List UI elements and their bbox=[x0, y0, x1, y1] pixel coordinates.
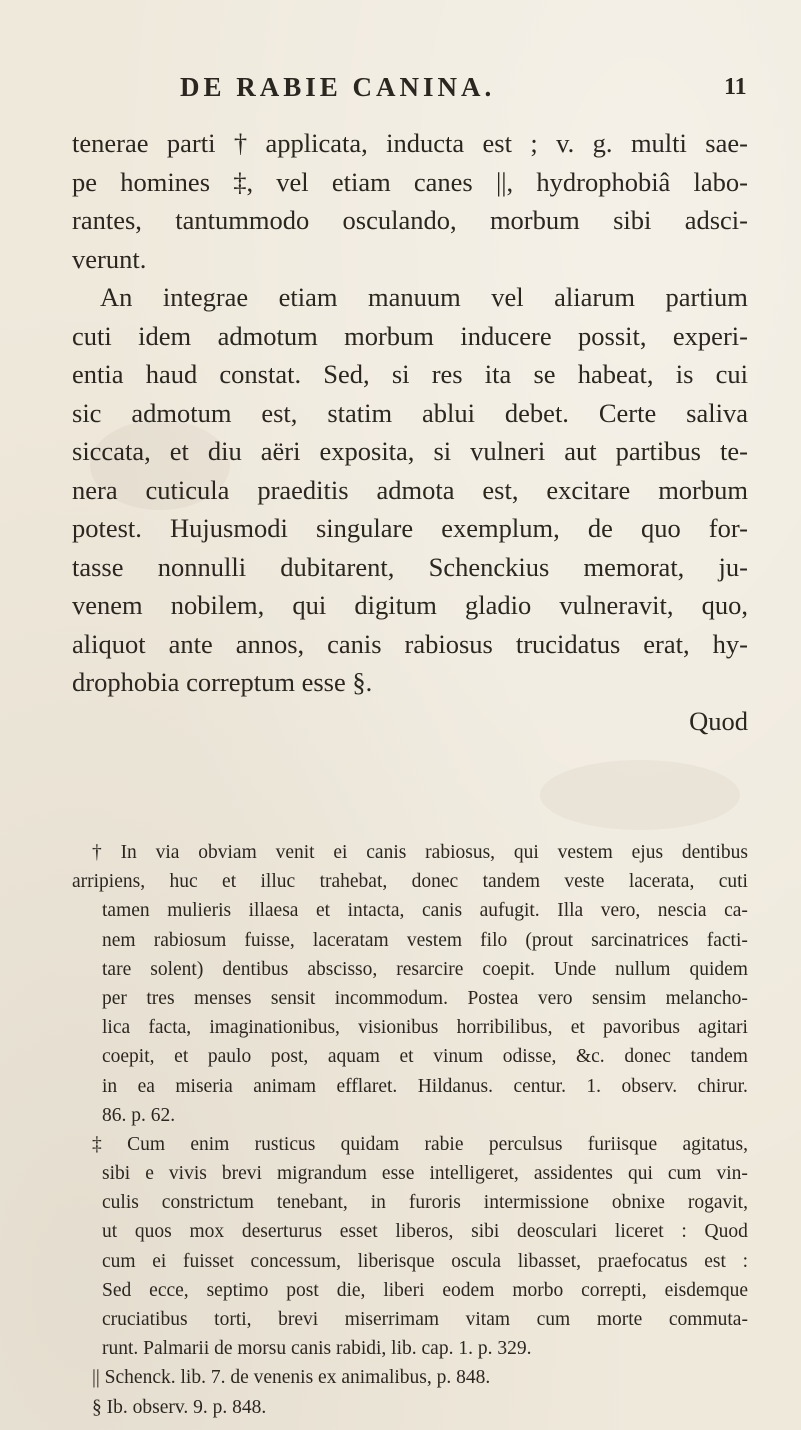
footnote-line: 86. p. 62. bbox=[102, 1104, 176, 1126]
footnote-line: coepit, et paulo post, aquam et vinum odisse, &c. donec tandem bbox=[102, 1046, 748, 1068]
footnote-line: tamen mulieris illaesa et intacta, canis aufugit. Illa vero, nescia ca- bbox=[102, 900, 748, 922]
text-line: rantes, tantummodo osculando, morbum sibi adsci- bbox=[72, 205, 748, 235]
footnote-line: runt. Palmarii de morsu canis rabidi, lib. cap. 1. p. 329. bbox=[102, 1338, 532, 1360]
footnote-line: sibi e vivis brevi migrandum esse intelligeret, assidentes qui cum vin- bbox=[102, 1163, 748, 1185]
footnote-line: cruciatibus torti, brevi miserrimam vitam cum morte commuta- bbox=[102, 1309, 748, 1330]
footnote-line: ut quos mox deserturus esset liberos, sibi deosculari liceret : Quod bbox=[102, 1221, 748, 1243]
footnote-line: culis constrictum tenebant, in furoris intermissione obnixe rogavit, bbox=[102, 1192, 748, 1214]
footnote-line: nem rabiosum fuisse, laceratam vestem filo (prout sarcinatrices facti- bbox=[102, 929, 748, 951]
text-line: An integrae etiam manuum vel aliarum partium bbox=[100, 282, 748, 312]
text-line: aliquot ante annos, canis rabiosus trucidatus erat, hy- bbox=[72, 628, 748, 659]
running-header bbox=[0, 72, 801, 108]
footnotes bbox=[72, 838, 748, 1422]
footnote-line: Sed ecce, septimo post die, liberi eodem morbo correpti, eisdemque bbox=[102, 1279, 748, 1301]
text-line: siccata, et diu aëri exposita, si vulneri aut partibus te- bbox=[72, 436, 748, 466]
footnote-line: || Schenck. lib. 7. de venenis ex animalibus, p. 848. bbox=[92, 1367, 491, 1389]
text-line: tenerae parti † applicata, inducta est ; v. g. multi sae- bbox=[72, 128, 748, 158]
paper-stain bbox=[540, 760, 740, 830]
footnote-line: cum ei fuisset concessum, liberisque oscula libasset, praefocatus est : bbox=[102, 1250, 748, 1272]
text-line: pe homines ‡, vel etiam canes ||, hydrophobiâ labo- bbox=[72, 166, 748, 197]
footnote-line: in ea miseria animam efflaret. Hildanus. centur. 1. observ. chirur. bbox=[102, 1075, 748, 1097]
text-line: tasse nonnulli dubitarent, Schenckius memorat, ju- bbox=[72, 551, 748, 582]
footnote-line: arripiens, huc et illuc trahebat, donec tandem veste lacerata, cuti bbox=[72, 871, 748, 893]
footnote-line: † In via obviam venit ei canis rabiosus, qui vestem ejus dentibus bbox=[92, 842, 748, 863]
text-line: potest. Hujusmodi singulare exemplum, de quo for- bbox=[72, 513, 748, 543]
footnote-line: per tres menses sensit incommodum. Postea vero sensim melancho- bbox=[102, 987, 748, 1009]
page-number: 11 bbox=[724, 74, 747, 100]
running-title: DE RABIE CANINA. bbox=[180, 72, 496, 102]
footnote-line: ‡ Cum enim rusticus quidam rabie perculsus furiisque agitatus, bbox=[92, 1133, 748, 1155]
text-line: nera cuticula praeditis admota est, excitare morbum bbox=[72, 474, 748, 505]
footnote-line: lica facta, imaginationibus, visionibus horribilibus, et pavoribus agitari bbox=[102, 1017, 748, 1039]
main-text bbox=[72, 124, 748, 740]
text-line: verunt. bbox=[72, 243, 147, 274]
text-line: cuti idem admotum morbum inducere possit, experi- bbox=[72, 320, 748, 351]
catchword: Quod bbox=[689, 705, 748, 736]
text-line: sic admotum est, statim ablui debet. Certe saliva bbox=[72, 397, 748, 428]
catchword-line bbox=[72, 702, 748, 741]
text-line: drophobia correptum esse §. bbox=[72, 667, 373, 697]
footnote-line: tare solent) dentibus abscisso, resarcire coepit. Unde nullum quidem bbox=[102, 958, 748, 980]
footnote-line: § Ib. observ. 9. p. 848. bbox=[92, 1396, 267, 1418]
text-line: entia haud constat. Sed, si res ita se habeat, is cui bbox=[72, 359, 748, 389]
text-line: venem nobilem, qui digitum gladio vulneravit, quo, bbox=[72, 590, 748, 620]
